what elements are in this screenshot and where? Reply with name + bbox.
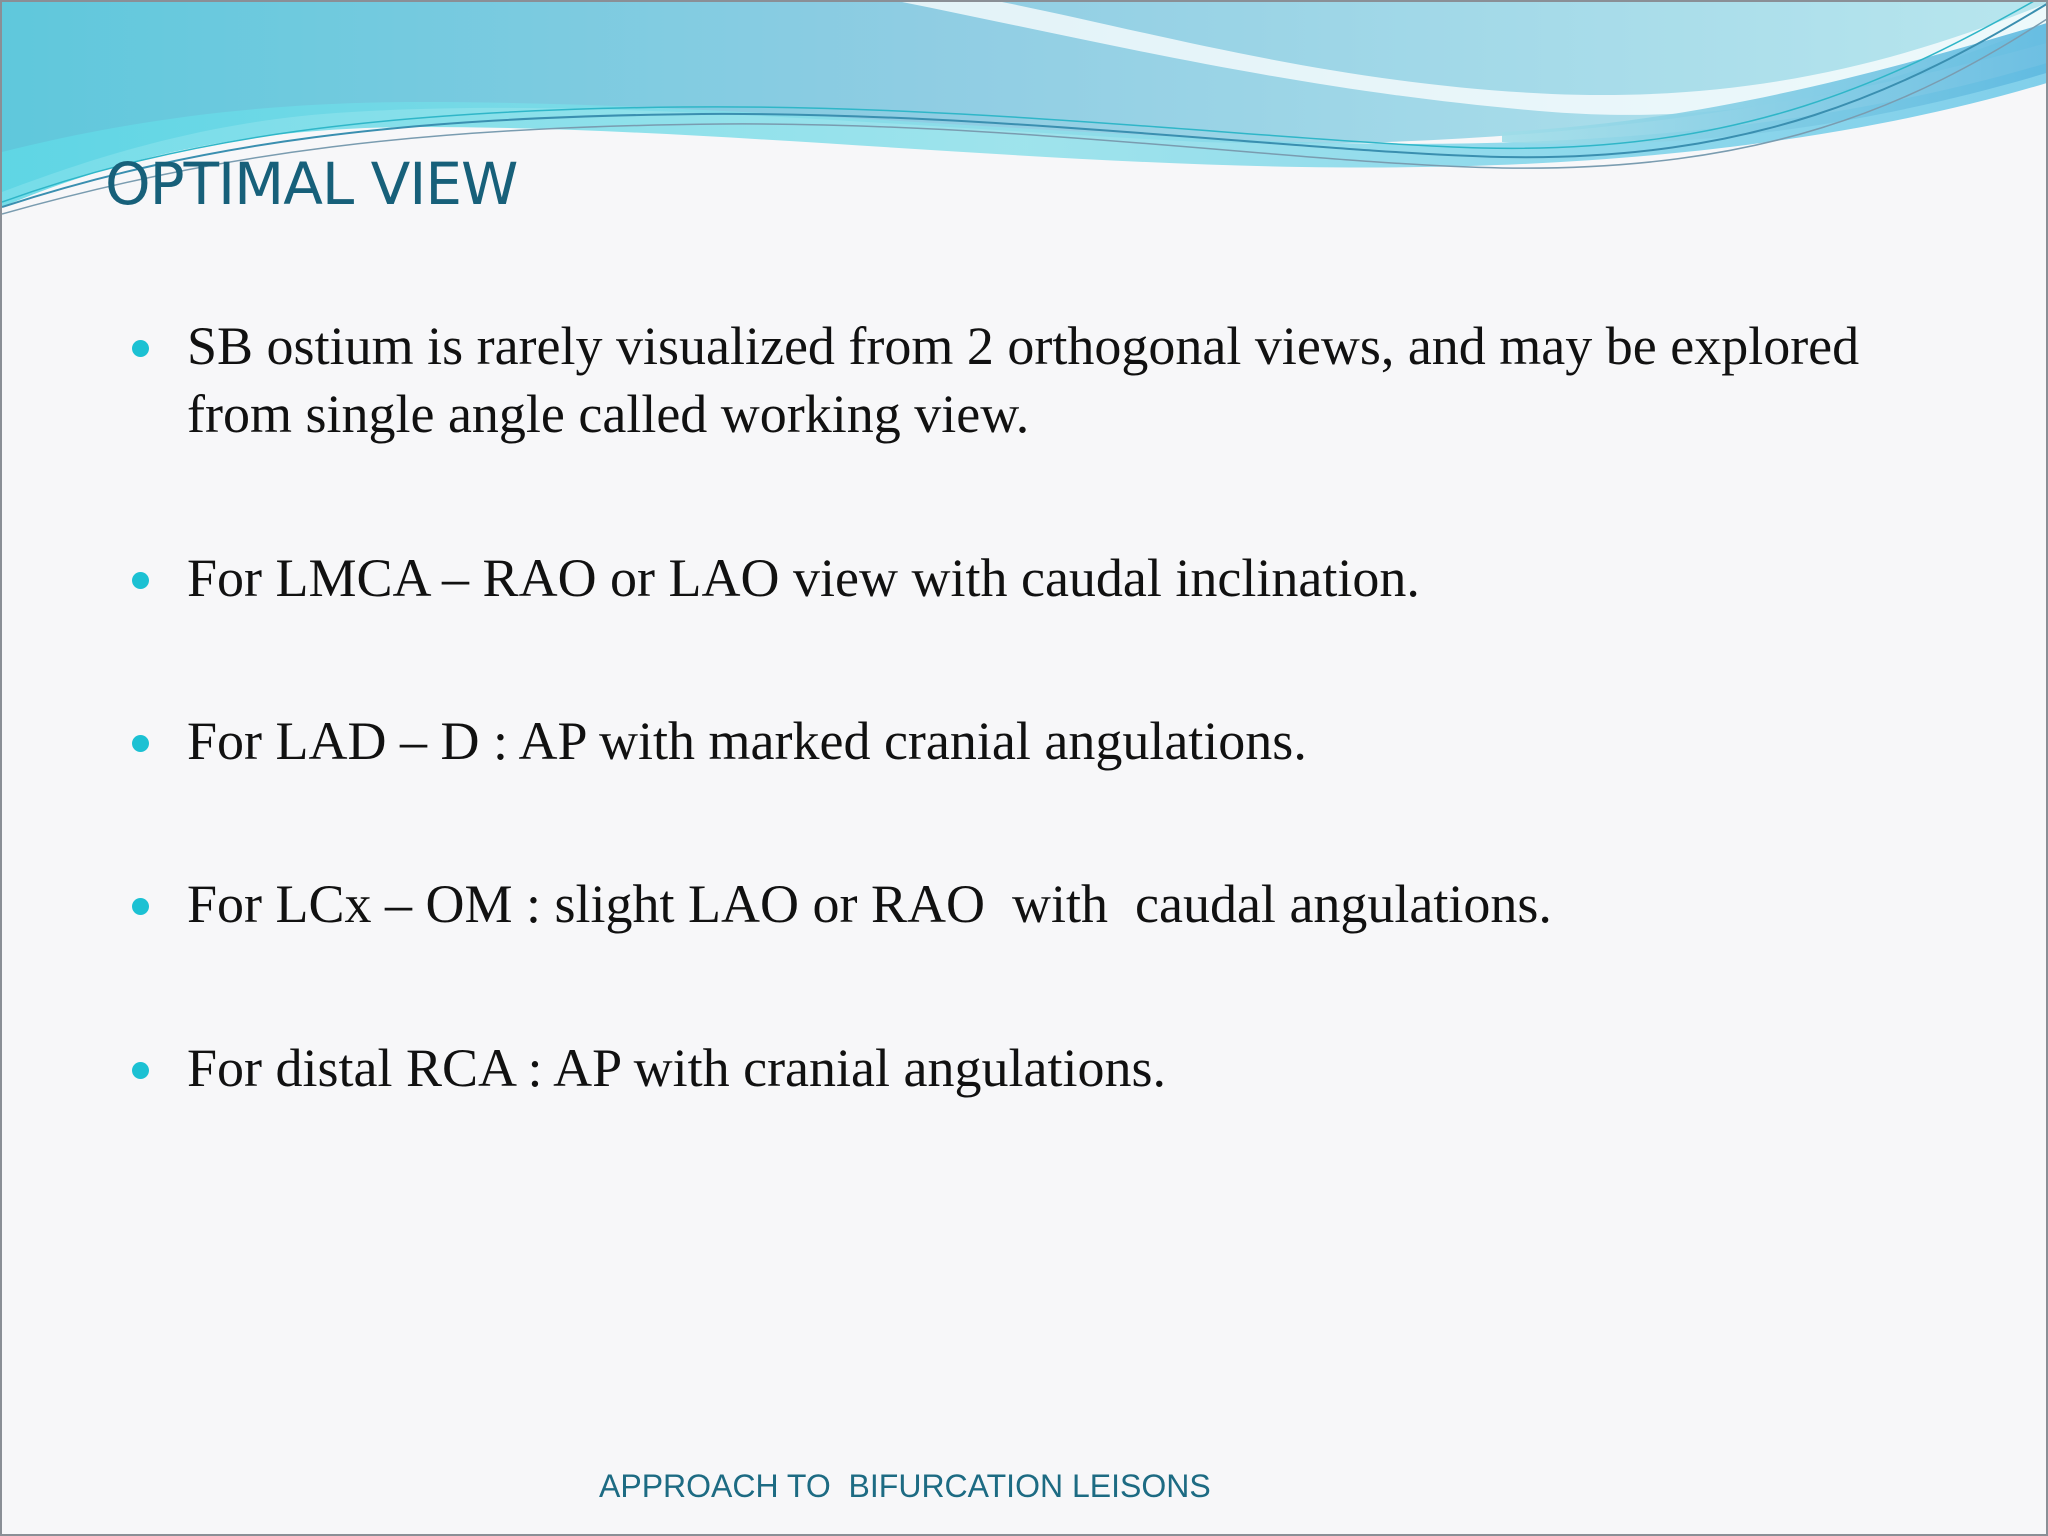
bullet-dot-icon [132, 898, 149, 915]
bullet-item [132, 707, 1932, 775]
bullet-dot-icon [132, 735, 149, 752]
bullet-text: SB ostium is rarely visualized from 2 orthogonal views, and may be explored from single angle called working view. [187, 316, 1873, 444]
slide-title: OPTIMAL VIEW [105, 150, 518, 218]
bullet-text: For LCx – OM : slight LAO or RAO with caudal angulations. [187, 874, 1552, 934]
bullet-text: For LAD – D : AP with marked cranial angulations. [187, 711, 1307, 771]
slide-footer: APPROACH TO BIFURCATION LEISONS [599, 1468, 1211, 1504]
bullet-item [132, 870, 1932, 938]
bullet-text: For LMCA – RAO or LAO view with caudal inclination. [187, 548, 1420, 608]
bullet-text: For distal RCA : AP with cranial angulations. [187, 1038, 1166, 1098]
bullet-dot-icon [132, 340, 149, 357]
bullet-dot-icon [132, 572, 149, 589]
bullet-item [132, 312, 1932, 448]
bullet-dot-icon [132, 1062, 149, 1079]
bullet-item [132, 544, 1932, 612]
bullet-item [132, 1034, 1932, 1102]
